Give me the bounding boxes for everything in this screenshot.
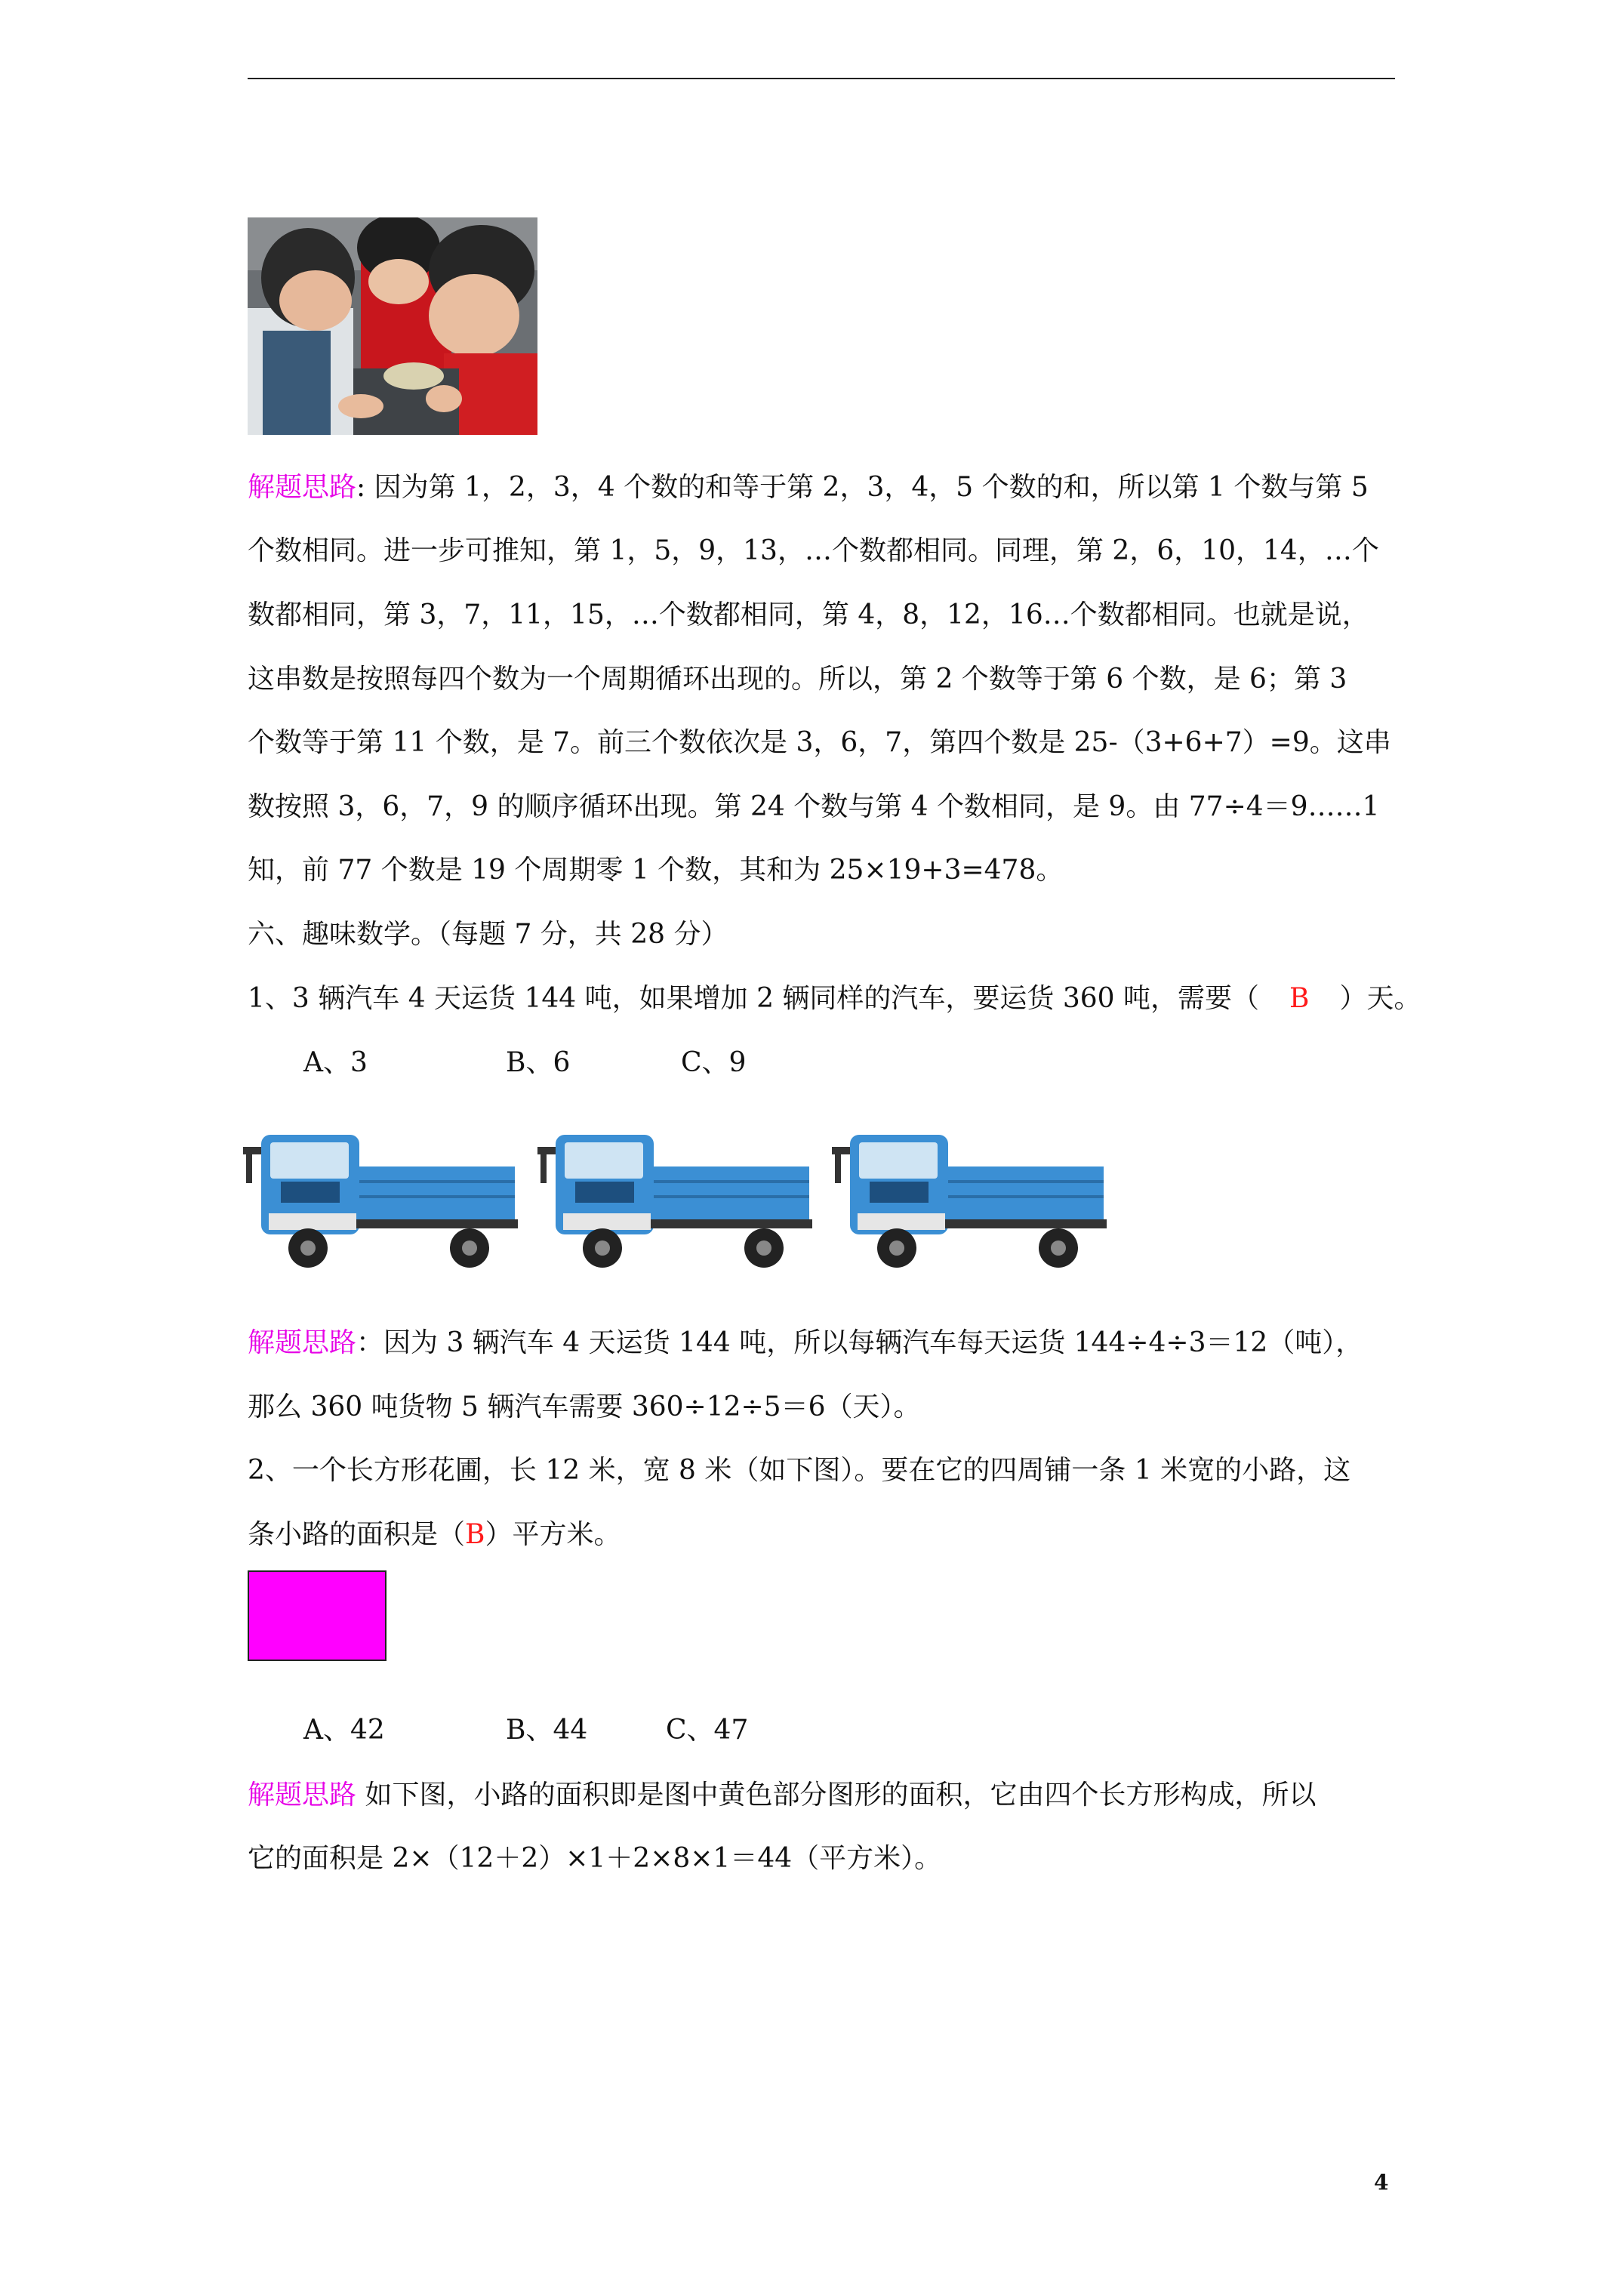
section6-title: 六、趣味数学。（每题 7 分，共 28 分）	[248, 919, 728, 950]
solution1-line-2: 个数相同。进一步可推知，第 1，5，9，13，…个数都相同。同理，第 2，6，10，14，…个	[248, 535, 1379, 566]
q2-options	[303, 1712, 748, 1749]
q1-option-c: C、9	[681, 1047, 747, 1078]
q1-text: 1、3 辆汽车 4 天运货 144 吨，如果增加 2 辆同样的汽车，要运货 360 吨，需要（ B ）天。	[248, 983, 1421, 1014]
solution1-line-7: 知，前 77 个数是 19 个周期零 1 个数，其和为 25×19+3=478。	[248, 855, 1064, 886]
q2-answer: B	[465, 1519, 485, 1550]
q1-option-a: A、3	[303, 1047, 368, 1078]
solution2-line-2: 那么 360 吨货物 5 辆汽车需要 360÷12÷5＝6（天）。	[248, 1391, 921, 1422]
solution1-line-1: 解题思路: 因为第 1，2，3，4 个数的和等于第 2，3，4，5 个数的和，所以第 1 个数与第 5	[248, 472, 1369, 503]
solution1-line-4: 这串数是按照每四个数为一个周期循环出现的。所以，第 2 个数等于第 6 个数，是 6；第 3	[248, 664, 1347, 695]
solution3-label: 解题思路	[248, 1780, 357, 1811]
q2-line-2: 条小路的面积是（B）平方米。	[248, 1519, 621, 1550]
solution3-line-2: 它的面积是 2×（12＋2）×1＋2×8×1＝44（平方米）。	[248, 1843, 942, 1874]
q1-option-b: B、6	[506, 1047, 571, 1078]
q1-answer: B	[1289, 983, 1310, 1014]
solution1-line-5: 个数等于第 11 个数，是 7。前三个数依次是 3，6，7，第四个数是 25-（3+6+7）=9。这串	[248, 727, 1391, 758]
q2-option-b: B、44	[506, 1715, 588, 1746]
solution1-line-3: 数都相同，第 3，7，11，15，…个数都相同，第 4，8，12，16…个数都相同。也就是说，	[248, 599, 1369, 630]
q2-option-a: A、42	[303, 1715, 385, 1746]
children-photo	[248, 217, 537, 435]
flowerbed-rectangle	[248, 1570, 387, 1661]
solution3-line-1: 解题思路 如下图，小路的面积即是图中黄色部分图形的面积，它由四个长方形构成，所以	[248, 1780, 1317, 1811]
page-number: 4	[1374, 2170, 1389, 2195]
solution2-line-1: 解题思路：因为 3 辆汽车 4 天运货 144 吨，所以每辆汽车每天运货 144÷4÷3＝12（吨），	[248, 1327, 1363, 1358]
q2-line-1: 2、一个长方形花圃，长 12 米，宽 8 米（如下图）。要在它的四周铺一条 1 米宽的小路，这	[248, 1455, 1351, 1486]
solution2-label: 解题思路	[248, 1327, 357, 1358]
q2-option-c: C、47	[666, 1715, 749, 1746]
header-rule	[248, 78, 1395, 79]
solution1-line-6: 数按照 3，6，7，9 的顺序循环出现。第 24 个数与第 4 个数相同，是 9。由 77÷4＝9……1	[248, 791, 1380, 822]
q1-options	[303, 1045, 746, 1081]
trucks-figure	[243, 1114, 1119, 1287]
solution1-label: 解题思路	[248, 472, 357, 503]
